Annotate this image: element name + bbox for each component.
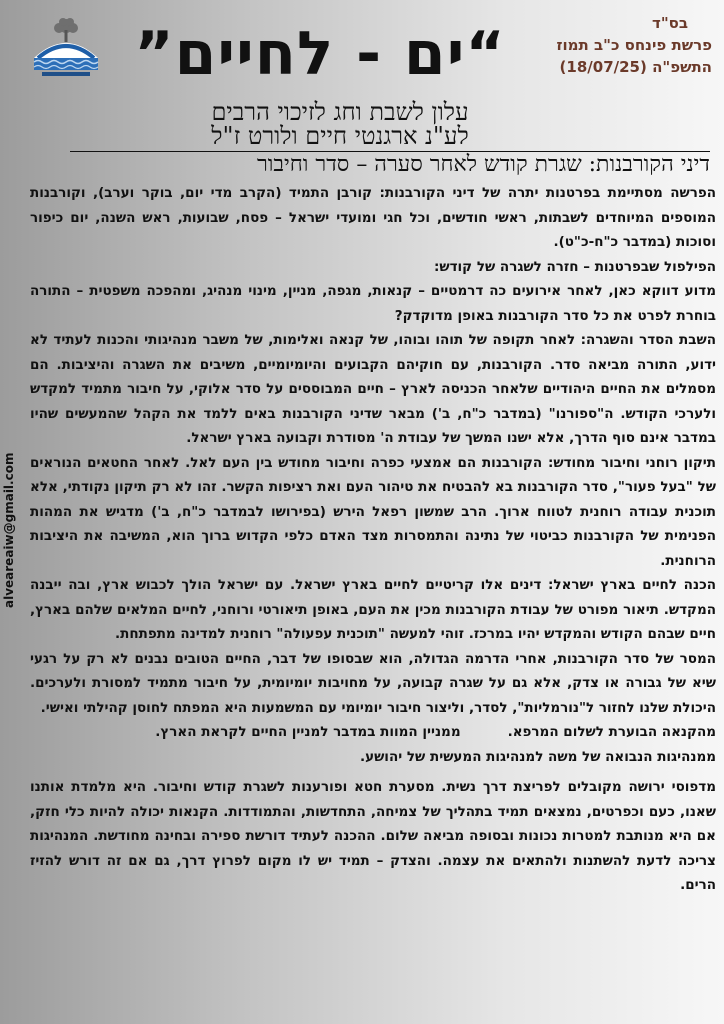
paragraph: ממנהיגות הנבואה של משה למנהיגות המעשית של יהושע. bbox=[359, 748, 716, 765]
paragraph: הכנה לחיים בארץ ישראל: דינים אלו קריטיים לחיים בארץ ישראל. עם ישראל הולך לכבוש ארץ, ובה ייבנה המקדש. תיאור מפורט של עבודת הקורבנות מכין את העם, באופן תיאורטי ורוחני, לחיים המלאים שלהם בארץ, חיים שבהם הקודש והמקדש יהיו במרכז. זוהי למעשה "תוכנית עפעולה" רוחנית למדינה מתפתחת. bbox=[30, 577, 716, 642]
paragraph: מהקנאה הבוערת לשלום המרפא. ממניין המוות במדבר למניין החיים לקראת הארץ. bbox=[155, 724, 716, 740]
paragraph: המסר של סדר הקורבנות, אחרי הדרמה הגדולה, הוא שבסופו של דבר, החיים הטובים נבנים לא רק על רגעי שיא של גבורה או צדק, אלא גם על שגרה קבועה, על מחויבות יומיומית, על חיבור מתמיד למסורת ולערכים. היכולת שלנו לחזור ל"נורמליות", לסדר, וליצור חיבור יומיומי עם המשמעות היא המפתח לחוסן קהילתי ואישי. bbox=[30, 650, 716, 716]
date-line: התשפ"ה (18/07/25) bbox=[559, 58, 712, 76]
section-title: דיני הקורבנות: שגרת קודש לאחר סערה – סדר וחיבור bbox=[256, 152, 710, 177]
paragraph: מדפוסי ירושה מקובלים לפריצת דרך נשית. מסערת חטא ופורענות לשגרת קודש וחיבור. היא מלמדת אותנו שאנו, כעם וכפרטים, נמצאים תמיד בתהליך של צמיחה, התחדשות, והתמודדות. הקנאות יכולה להיות כלי חזק, אם היא מנותבת למטרות נכונות ובסופה מביאה שלום. ההכנה לעתיד דורשת ספירה ובחינה מחודשת. המנהיגות צריכה לדעת להשתנות ולהתאים את עצמה. והצדק – תמיד יש לו מקום לפרוץ דרך, גם אם זה דורש להזיז הרים. bbox=[30, 779, 716, 893]
email-vertical bbox=[2, 452, 26, 608]
paragraph: הפרשה מסתיימת בפרטנות יתרה של דיני הקורבנות: קורבן התמיד (הקרב מדי יום, בוקר וערב), וקורבנות המוספים המיוחדים לשבתות, ראשי חודשים, וכל חגי ומועדי ישראל – פסח, שבועות, ראש השנה, יום כיפור וסוכות (במדבר כ"ח-כ"ט). bbox=[30, 185, 716, 250]
subtitle-line-1: עלון לשבת וחג לזיכוי הרבים bbox=[211, 98, 469, 126]
article-body bbox=[30, 181, 716, 898]
newsletter-title: “ים - לחיים” bbox=[134, 19, 506, 89]
paragraph: השבת הסדר והשגרה: לאחר תקופה של תוהו ובוהו, של קנאה ואלימות, של משבר מנהיגותי והכנות לעתיד לא ידוע, התורה מביאה סדר. הקורבנות, עם חוקיהם הקבועים והיומיומיים, משיבים את השגרה והיציבות. הם מסמלים את החיים היהודיים שלאחר הכניסה לארץ – חיים המבוססים על סדר אלוקי, על חיבור מתמיד למקדש ולערכי הקודש. ה"ספורנו" (במדבר כ"ח, ב') מבאר שדיני הקורבנות באים ללמד את הקהל שהמעשים שהיו במדבר אינם סוף הדרך, אלא ישנו המשך של עבודת ה' מסודרת וקבועה בארץ ישראל. bbox=[30, 332, 716, 446]
yam-lachaim-logo bbox=[28, 14, 104, 78]
subtitle bbox=[140, 100, 540, 148]
header-info bbox=[532, 12, 712, 78]
bsd-mark: בס"ד bbox=[652, 14, 688, 32]
email-text: alveareaiw@gmail.com bbox=[2, 452, 16, 608]
paragraph: מדוע דווקא כאן, לאחר אירועים כה דרמטיים – קנאות, מגפה, מניין, מינוי מנהיג, ומהפכה משפטית – התורה בוחרת לפרט את כל סדר הקורבנות באופן מדוקדק? bbox=[30, 283, 716, 324]
subtitle-line-2: לע"נ ארגנטי חיים ולורט ז"ל bbox=[211, 122, 469, 150]
parasha-line: פרשת פינחס כ"ב תמוז bbox=[556, 36, 712, 54]
paragraph: תיקון רוחני וחיבור מחודש: הקורבנות הם אמצעי כפרה וחיבור מחודש בין העם לאל. לאחר החטאים הנוראים של "בעל פעור", סדר הקורבנות בא להבטיח את טיהור העם ואת רציפות הקשר. זהו לא רק תיקון נקודתי, אלא תוכנית עבודה רוחנית לטווח ארוך. הרב שמשון רפאל הירש (בפירושו לבמדבר כ"ח, ב') מדגיש את המהות הפנימית של הקורבנות כביטוי של נתינה והתמסרות מצד האדם כלפי הקדוש ברוך הוא, המשיבה את היציבות הרוחנית. bbox=[30, 454, 716, 569]
paragraph: הפילפול שבפרטנות – חזרה לשגרה של קודש: bbox=[433, 258, 716, 275]
